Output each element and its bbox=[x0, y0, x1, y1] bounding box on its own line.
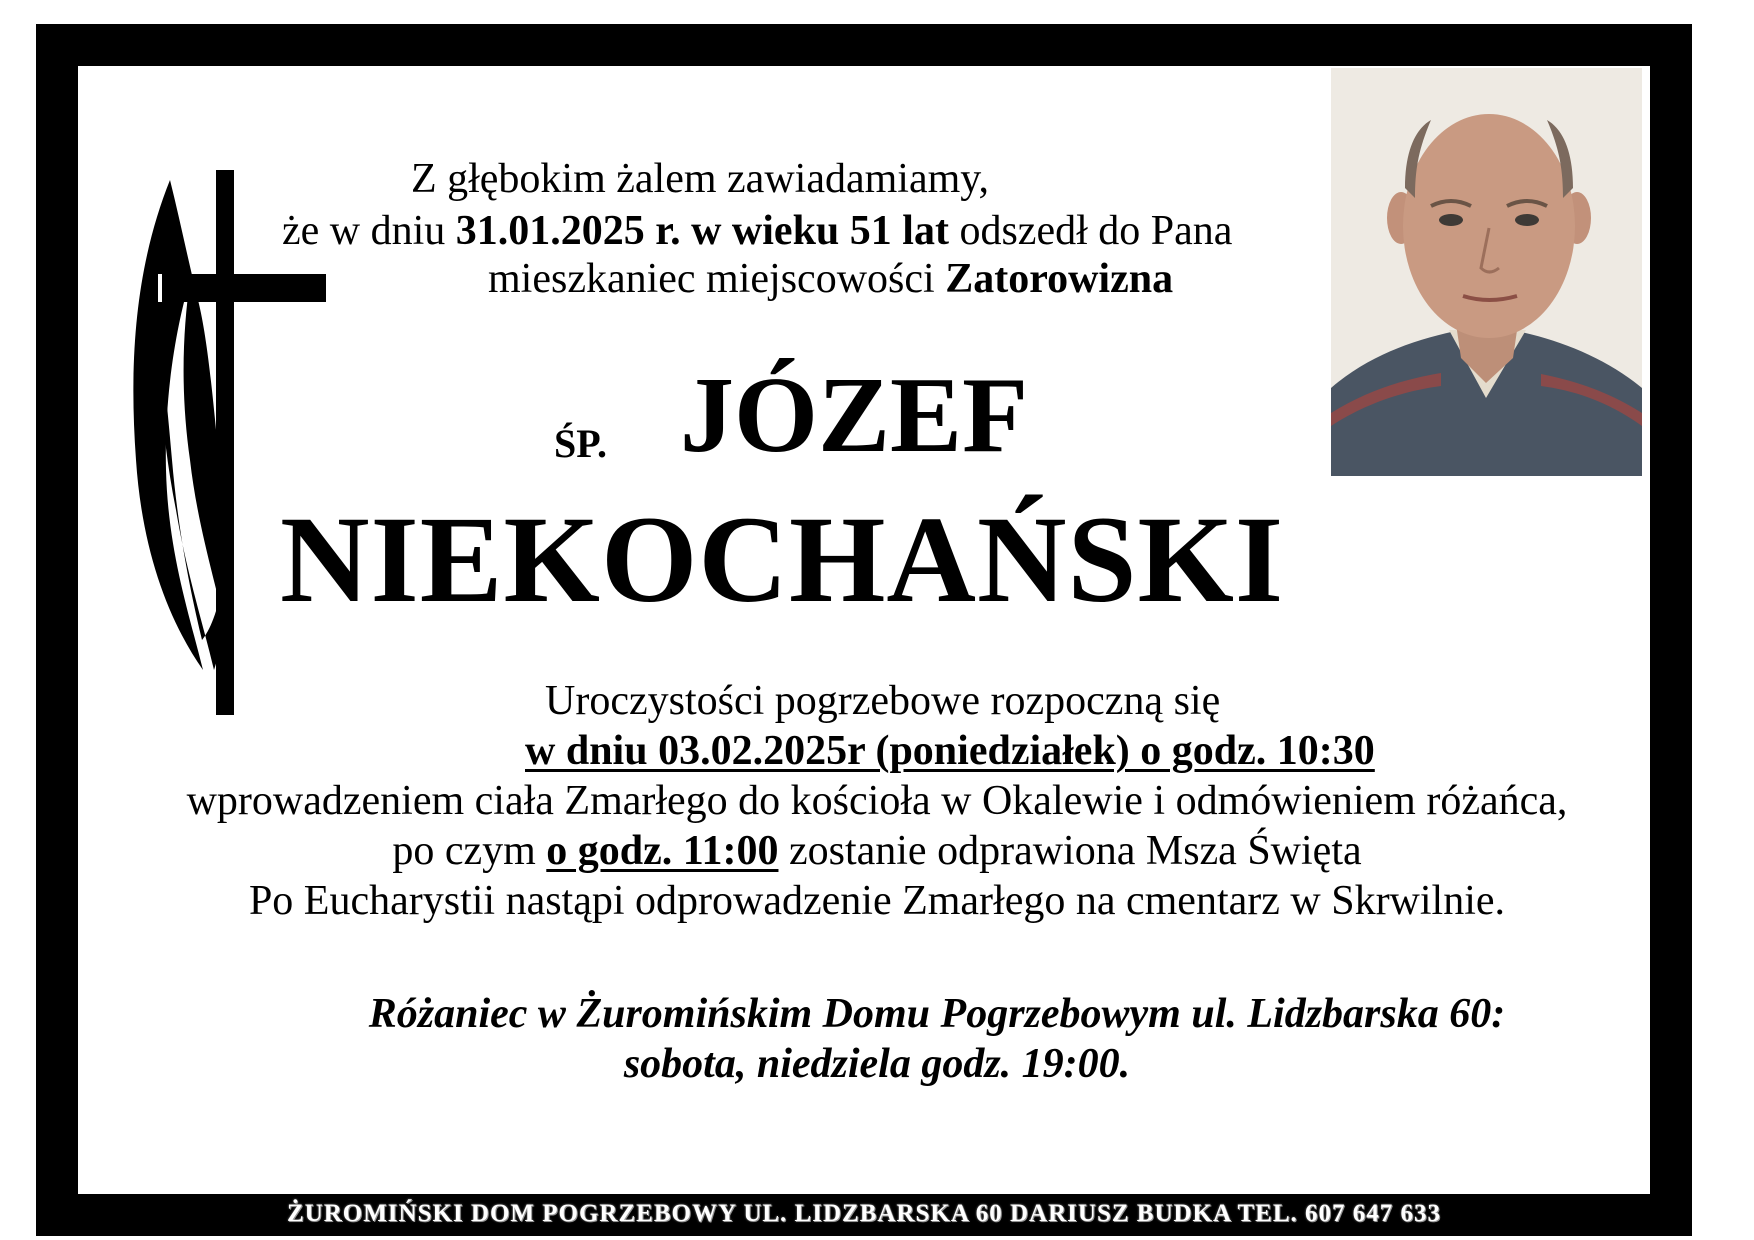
funeral-line-4-post: zostanie odprawiona Msza Święta bbox=[778, 828, 1362, 874]
funeral-date-time: w dniu 03.02.2025r (poniedziałek) o godz. 10:30 bbox=[525, 728, 1375, 774]
cross-flame-icon bbox=[128, 170, 338, 740]
intro-text-1: Z głębokim żalem zawiadamiamy, bbox=[410, 156, 990, 202]
intro-text-2-post: odszedł do Pana bbox=[948, 208, 1233, 254]
rosary-line-2: sobota, niedziela godz. 19:00. bbox=[623, 1041, 1131, 1087]
intro-line-1 bbox=[0, 158, 1400, 200]
intro-line-2 bbox=[282, 210, 1232, 252]
name-prefix: ŚP. bbox=[554, 421, 608, 466]
funeral-line-1: Uroczystości pogrzebowe rozpoczną się bbox=[545, 678, 1221, 724]
mass-time: o godz. 11:00 bbox=[546, 828, 779, 874]
funeral-line-4 bbox=[0, 830, 1754, 872]
funeral-line-4-pre: po czym bbox=[392, 828, 547, 874]
deceased-surname: NIEKOCHAŃSKI bbox=[280, 491, 1285, 628]
place-of-residence: Zatorowizna bbox=[945, 256, 1174, 302]
portrait-photo-icon bbox=[1331, 68, 1642, 476]
rosary-line-1: Różaniec w Żuromińskim Domu Pogrzebowym ul. Lidzbarska 60: bbox=[368, 991, 1506, 1037]
intro-text-3-pre: mieszkaniec miejscowości bbox=[488, 256, 946, 302]
funeral-line-3: wprowadzeniem ciała Zmarłego do kościoła w Okalewie i odmówieniem różańca, bbox=[186, 778, 1568, 824]
age-at-death: w wieku 51 lat bbox=[680, 208, 949, 254]
portrait-photo bbox=[1331, 68, 1642, 476]
funeral-line-5: Po Eucharystii nastąpi odprowadzenie Zmarłego na cmentarz w Skrwilnie. bbox=[248, 878, 1506, 924]
deceased-first-name: JÓZEF bbox=[680, 356, 1029, 475]
intro-text-2-pre: że w dniu bbox=[282, 208, 456, 254]
funeral-line-2 bbox=[525, 730, 1375, 772]
funeral-home-footer: ŻUROMIŃSKI DOM POGRZEBOWY UL. LIDZBARSKA 60 DARIUSZ BUDKA TEL. 607 647 633 bbox=[286, 1200, 1442, 1227]
intro-line-3 bbox=[488, 258, 1173, 300]
death-date: 31.01.2025 r. bbox=[455, 208, 681, 254]
